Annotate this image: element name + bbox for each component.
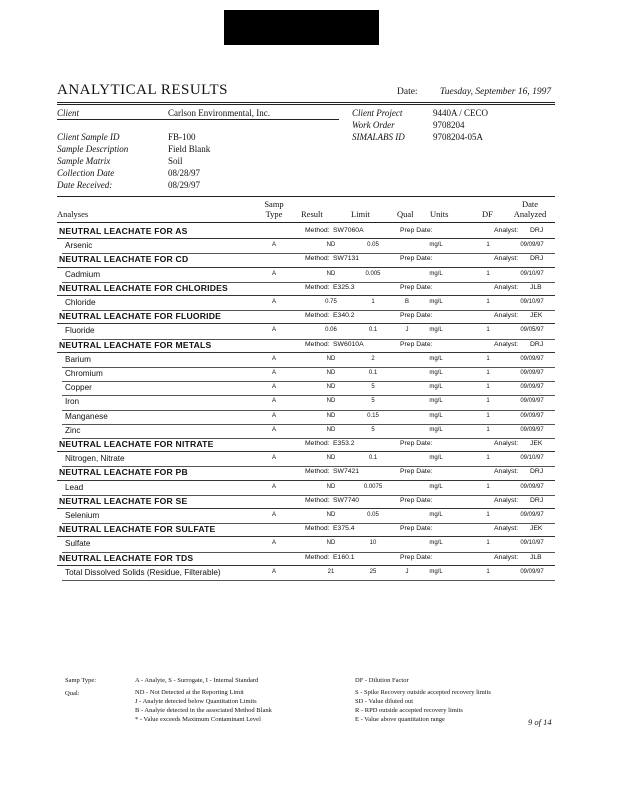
analyst-value: JLB (530, 283, 542, 291)
qual-legend-5: S - Spike Recovery outside accepted recovery limits (355, 689, 491, 696)
units-value: mg/L (429, 398, 443, 405)
section-title: NEUTRAL LEACHATE FOR CD (59, 254, 189, 265)
analyst-value: DRJ (530, 227, 544, 234)
analyte-name: Zinc (65, 425, 81, 435)
prep-label: Prep Date: (400, 525, 433, 533)
samp-type: A (271, 370, 276, 376)
analyte-name: Barium (65, 354, 91, 364)
section-rule (57, 480, 555, 481)
prep-label: Prep Date: (400, 283, 433, 291)
date-analyzed: 09/05/97 (520, 327, 544, 334)
date-analyzed: 09/10/97 (520, 270, 544, 277)
df-value: 1 (486, 568, 490, 575)
col-df: DF (482, 209, 493, 219)
analyst-value: JLB (530, 553, 542, 561)
date-analyzed: 09/09/97 (520, 384, 544, 391)
qual-legend-8: E - Value above quantitation range (355, 716, 445, 723)
analyst-label: Analyst: (494, 312, 519, 320)
units-value: mg/L (429, 355, 443, 362)
method-value: E375.4 (333, 525, 355, 533)
prep-label: Prep Date: (400, 312, 433, 320)
method-value: E353.2 (333, 440, 355, 447)
samp-type: A (271, 512, 276, 518)
df-value: 1 (486, 355, 490, 362)
method-label: Method: (305, 340, 330, 348)
analyte-name: Lead (65, 482, 84, 492)
client-label: Client (57, 108, 79, 118)
client-rule (57, 119, 339, 120)
samp-type: A (271, 242, 276, 249)
page-number: 9 of 14 (528, 717, 552, 727)
result-value: 0.75 (325, 299, 337, 305)
section-title: NEUTRAL LEACHATE FOR PB (59, 467, 188, 478)
limit-value: 0.1 (368, 327, 378, 334)
method-value: SW7740 (333, 496, 360, 504)
df-value: 1 (486, 327, 490, 334)
prep-label: Prep Date: (400, 496, 433, 504)
analyte-name: Fluoride (65, 326, 95, 336)
analyte-name: Total Dissolved Solids (Residue, Filterable) (65, 567, 221, 577)
limit-value: 2 (371, 355, 375, 362)
section-title: NEUTRAL LEACHATE FOR TDS (59, 552, 194, 563)
analyte-name: Copper (65, 383, 92, 393)
date-analyzed: 09/09/97 (520, 370, 544, 376)
samp-type-label: Samp Type: (65, 677, 97, 684)
qual-label: Qual: (65, 690, 80, 697)
df-value: 1 (486, 384, 490, 391)
section-title: NEUTRAL LEACHATE FOR SULFATE (59, 524, 216, 535)
result-value: ND (326, 412, 336, 419)
limit-value: 0.1 (368, 455, 378, 462)
analyst-label: Analyst: (494, 496, 519, 504)
limit-value: 0.1 (368, 370, 378, 376)
analyst-label: Analyst: (494, 468, 519, 476)
prep-label: Prep Date: (400, 440, 433, 447)
analyte-name: Selenium (65, 511, 100, 520)
prep-label: Prep Date: (400, 553, 433, 561)
samp-type: A (271, 540, 276, 547)
units-value: mg/L (429, 299, 443, 305)
samp-type: A (271, 568, 276, 575)
simalabs-label: SIMALABS ID (352, 132, 405, 142)
section-title: NEUTRAL LEACHATE FOR METALS (59, 339, 212, 350)
units-value: mg/L (429, 270, 443, 277)
method-label: Method: (305, 525, 330, 533)
units-value: mg/L (429, 426, 443, 433)
result-value: ND (326, 370, 336, 376)
analyte-name: Iron (65, 397, 80, 407)
analyst-label: Analyst: (494, 283, 519, 291)
date-analyzed: 09/09/97 (520, 426, 544, 433)
df-value: 1 (486, 512, 490, 518)
col-samp: Samp (264, 199, 284, 209)
samp-type: A (271, 412, 276, 419)
samp-type: A (271, 384, 276, 391)
date-analyzed: 09/10/97 (520, 455, 544, 462)
units-value: mg/L (429, 568, 443, 575)
samp-type-legend: A - Analyte, S - Surrogate, I - Internal Standard (135, 677, 259, 684)
col-result: Result (301, 209, 323, 219)
client-value: Carlson Environmental, Inc. (168, 108, 270, 118)
simalabs-value: 9708204-05A (433, 132, 483, 142)
samp-type: A (271, 355, 276, 362)
col-analyses: Analyses (57, 209, 89, 219)
row-rule (62, 580, 555, 581)
date-analyzed: 09/09/97 (520, 568, 544, 575)
col-limit: Limit (351, 209, 370, 219)
method-label: Method: (305, 468, 330, 476)
result-value: ND (326, 384, 336, 391)
result-value: ND (326, 540, 336, 547)
section-rule (57, 565, 555, 566)
qual-value: J (405, 327, 409, 334)
col-analyzed: Analyzed (513, 209, 547, 219)
samp-type: A (271, 398, 276, 405)
report-title: ANALYTICAL RESULTS (57, 82, 228, 98)
units-value: mg/L (429, 540, 443, 547)
method-label: Method: (305, 255, 330, 263)
method-label: Method: (305, 440, 330, 447)
analyst-label: Analyst: (494, 227, 519, 234)
date-analyzed: 09/09/97 (520, 512, 544, 518)
row-rule (62, 381, 555, 382)
result-value: ND (326, 355, 336, 362)
col-units: Units (430, 209, 449, 219)
units-value: mg/L (429, 512, 443, 518)
limit-value: 0.05 (367, 512, 379, 518)
analyte-name: Chromium (65, 369, 103, 378)
limit-value: 1 (371, 299, 375, 305)
description-label: Sample Description (57, 144, 129, 154)
limit-value: 5 (371, 426, 375, 433)
section-title: NEUTRAL LEACHATE FOR FLUORIDE (59, 311, 222, 322)
collection-label: Collection Date (57, 168, 115, 178)
method-value: SW7131 (333, 255, 360, 263)
section-rule (57, 295, 555, 296)
analyst-value: DRJ (530, 468, 544, 476)
analyst-value: DRJ (530, 255, 544, 263)
df-legend: DF - Dilution Factor (355, 677, 409, 684)
date-label: Date: (397, 87, 418, 97)
prep-label: Prep Date: (400, 255, 433, 263)
prep-label: Prep Date: (400, 468, 433, 476)
date-analyzed: 09/09/97 (520, 412, 544, 419)
analyst-value: DRJ (530, 340, 544, 348)
sample-id-value: FB-100 (168, 132, 196, 142)
section-title: NEUTRAL LEACHATE FOR SE (59, 495, 188, 506)
date-analyzed: 09/10/97 (520, 299, 544, 305)
analyte-name: Cadmium (65, 269, 101, 279)
method-label: Method: (305, 283, 330, 291)
section-rule (57, 451, 555, 452)
analyst-label: Analyst: (494, 340, 519, 348)
section-title: NEUTRAL LEACHATE FOR CHLORIDES (59, 282, 228, 293)
units-value: mg/L (429, 483, 443, 490)
analyst-value: DRJ (530, 496, 544, 504)
df-value: 1 (486, 398, 490, 405)
received-value: 08/29/97 (168, 180, 201, 190)
method-value: SW7421 (333, 468, 360, 476)
result-value: ND (326, 242, 336, 249)
limit-value: 10 (369, 540, 377, 547)
method-value: SW7060A (333, 227, 364, 234)
analyte-name: Nitrogen, Nitrate (65, 454, 125, 464)
col-date: Date (521, 199, 539, 209)
result-value: 0.06 (325, 327, 337, 334)
samp-type: A (271, 270, 276, 277)
analyst-label: Analyst: (494, 440, 519, 447)
qual-value: B (404, 299, 409, 305)
result-value: ND (326, 426, 336, 433)
work-order-label: Work Order (352, 120, 395, 130)
prep-label: Prep Date: (400, 340, 433, 348)
col-type: Type (265, 209, 283, 219)
date-analyzed: 09/09/97 (520, 483, 544, 490)
limit-value: 25 (369, 568, 377, 575)
qual-legend-1: ND - Not Detected at the Reporting Limit (135, 689, 244, 696)
result-value: ND (326, 455, 336, 462)
date-analyzed: 09/09/97 (520, 398, 544, 405)
section-rule (57, 323, 555, 324)
title-rule-2 (57, 104, 555, 105)
section-rule (57, 238, 555, 239)
row-rule (62, 395, 555, 396)
samp-type: A (271, 426, 276, 433)
units-value: mg/L (429, 455, 443, 462)
collection-value: 08/28/97 (168, 168, 201, 178)
analyte-name: Manganese (65, 411, 108, 421)
limit-value: 0.05 (367, 242, 379, 249)
row-rule (62, 410, 555, 411)
limit-value: 0.0075 (363, 483, 383, 490)
result-value: ND (326, 270, 336, 277)
title-rule (57, 102, 555, 103)
analyst-label: Analyst: (494, 525, 519, 533)
result-value: 21 (327, 568, 335, 575)
units-value: mg/L (429, 384, 443, 391)
section-title: NEUTRAL LEACHATE FOR AS (59, 226, 188, 236)
units-value: mg/L (429, 242, 443, 249)
result-value: ND (326, 512, 336, 518)
analyst-value: JEK (530, 525, 543, 533)
df-value: 1 (486, 426, 490, 433)
qual-value: J (405, 568, 409, 575)
prep-label: Prep Date: (400, 227, 433, 234)
sample-id-label: Client Sample ID (57, 132, 120, 142)
header-rule (57, 222, 555, 223)
row-rule (62, 424, 555, 425)
method-label: Method: (305, 553, 330, 561)
section-rule (57, 508, 555, 509)
report-date: Tuesday, September 16, 1997 (440, 87, 552, 97)
samp-type: A (271, 299, 276, 305)
analyte-name: Chloride (65, 298, 96, 307)
units-value: mg/L (429, 412, 443, 419)
table-top-rule (57, 196, 555, 197)
received-label: Date Received: (57, 180, 113, 190)
analyst-label: Analyst: (494, 255, 519, 263)
df-value: 1 (486, 455, 490, 462)
samp-type: A (271, 455, 276, 462)
df-value: 1 (486, 370, 490, 376)
date-analyzed: 09/10/97 (520, 540, 544, 547)
row-rule (62, 367, 555, 368)
date-analyzed: 09/09/97 (520, 242, 544, 249)
method-label: Method: (305, 312, 330, 320)
samp-type: A (271, 483, 276, 490)
samp-type: A (271, 327, 276, 334)
df-value: 1 (486, 242, 490, 249)
analyte-name: Arsenic (65, 241, 93, 251)
method-label: Method: (305, 227, 330, 234)
method-value: E325.3 (333, 283, 355, 291)
section-rule (57, 267, 555, 268)
section-rule (57, 536, 555, 537)
limit-value: 5 (371, 384, 375, 391)
section-title: NEUTRAL LEACHATE FOR NITRATE (59, 439, 214, 449)
units-value: mg/L (429, 370, 443, 376)
method-label: Method: (305, 496, 330, 504)
limit-value: 0.15 (367, 412, 379, 419)
analyst-label: Analyst: (494, 553, 519, 561)
qual-legend-4: * - Value exceeds Maximum Contaminant Level (135, 716, 261, 723)
analyte-name: Sulfate (65, 539, 91, 549)
analyst-value: JEK (530, 440, 543, 447)
description-value: Field Blank (168, 144, 211, 154)
work-order-value: 9708204 (433, 120, 465, 130)
limit-value: 0.005 (365, 270, 381, 277)
date-analyzed: 09/09/97 (520, 355, 544, 362)
df-value: 1 (486, 483, 490, 490)
result-value: ND (326, 483, 336, 490)
df-value: 1 (486, 412, 490, 419)
analyst-value: JEK (530, 312, 543, 320)
method-value: E340.2 (333, 312, 355, 320)
section-rule (57, 352, 555, 353)
matrix-value: Soil (168, 156, 183, 166)
limit-value: 5 (371, 398, 375, 405)
units-value: mg/L (429, 327, 443, 334)
df-value: 1 (486, 540, 490, 547)
qual-legend-6: SD - Value diluted out (355, 698, 414, 705)
redacted-letterhead (224, 10, 379, 45)
qual-legend-7: R - RPD outside accepted recovery limits (355, 707, 463, 714)
result-value: ND (326, 398, 336, 405)
project-label: Client Project (352, 108, 403, 118)
method-value: E160.1 (333, 553, 355, 561)
df-value: 1 (486, 270, 490, 277)
project-value: 9440A / CECO (433, 108, 489, 118)
qual-legend-3: B - Analyte detected in the associated Method Blank (135, 707, 272, 714)
col-qual: Qual (397, 209, 414, 219)
df-value: 1 (486, 299, 490, 305)
qual-legend-2: J - Analyte detected below Quantitation Limits (135, 698, 257, 705)
method-value: SW6010A (333, 340, 364, 348)
matrix-label: Sample Matrix (57, 156, 111, 166)
